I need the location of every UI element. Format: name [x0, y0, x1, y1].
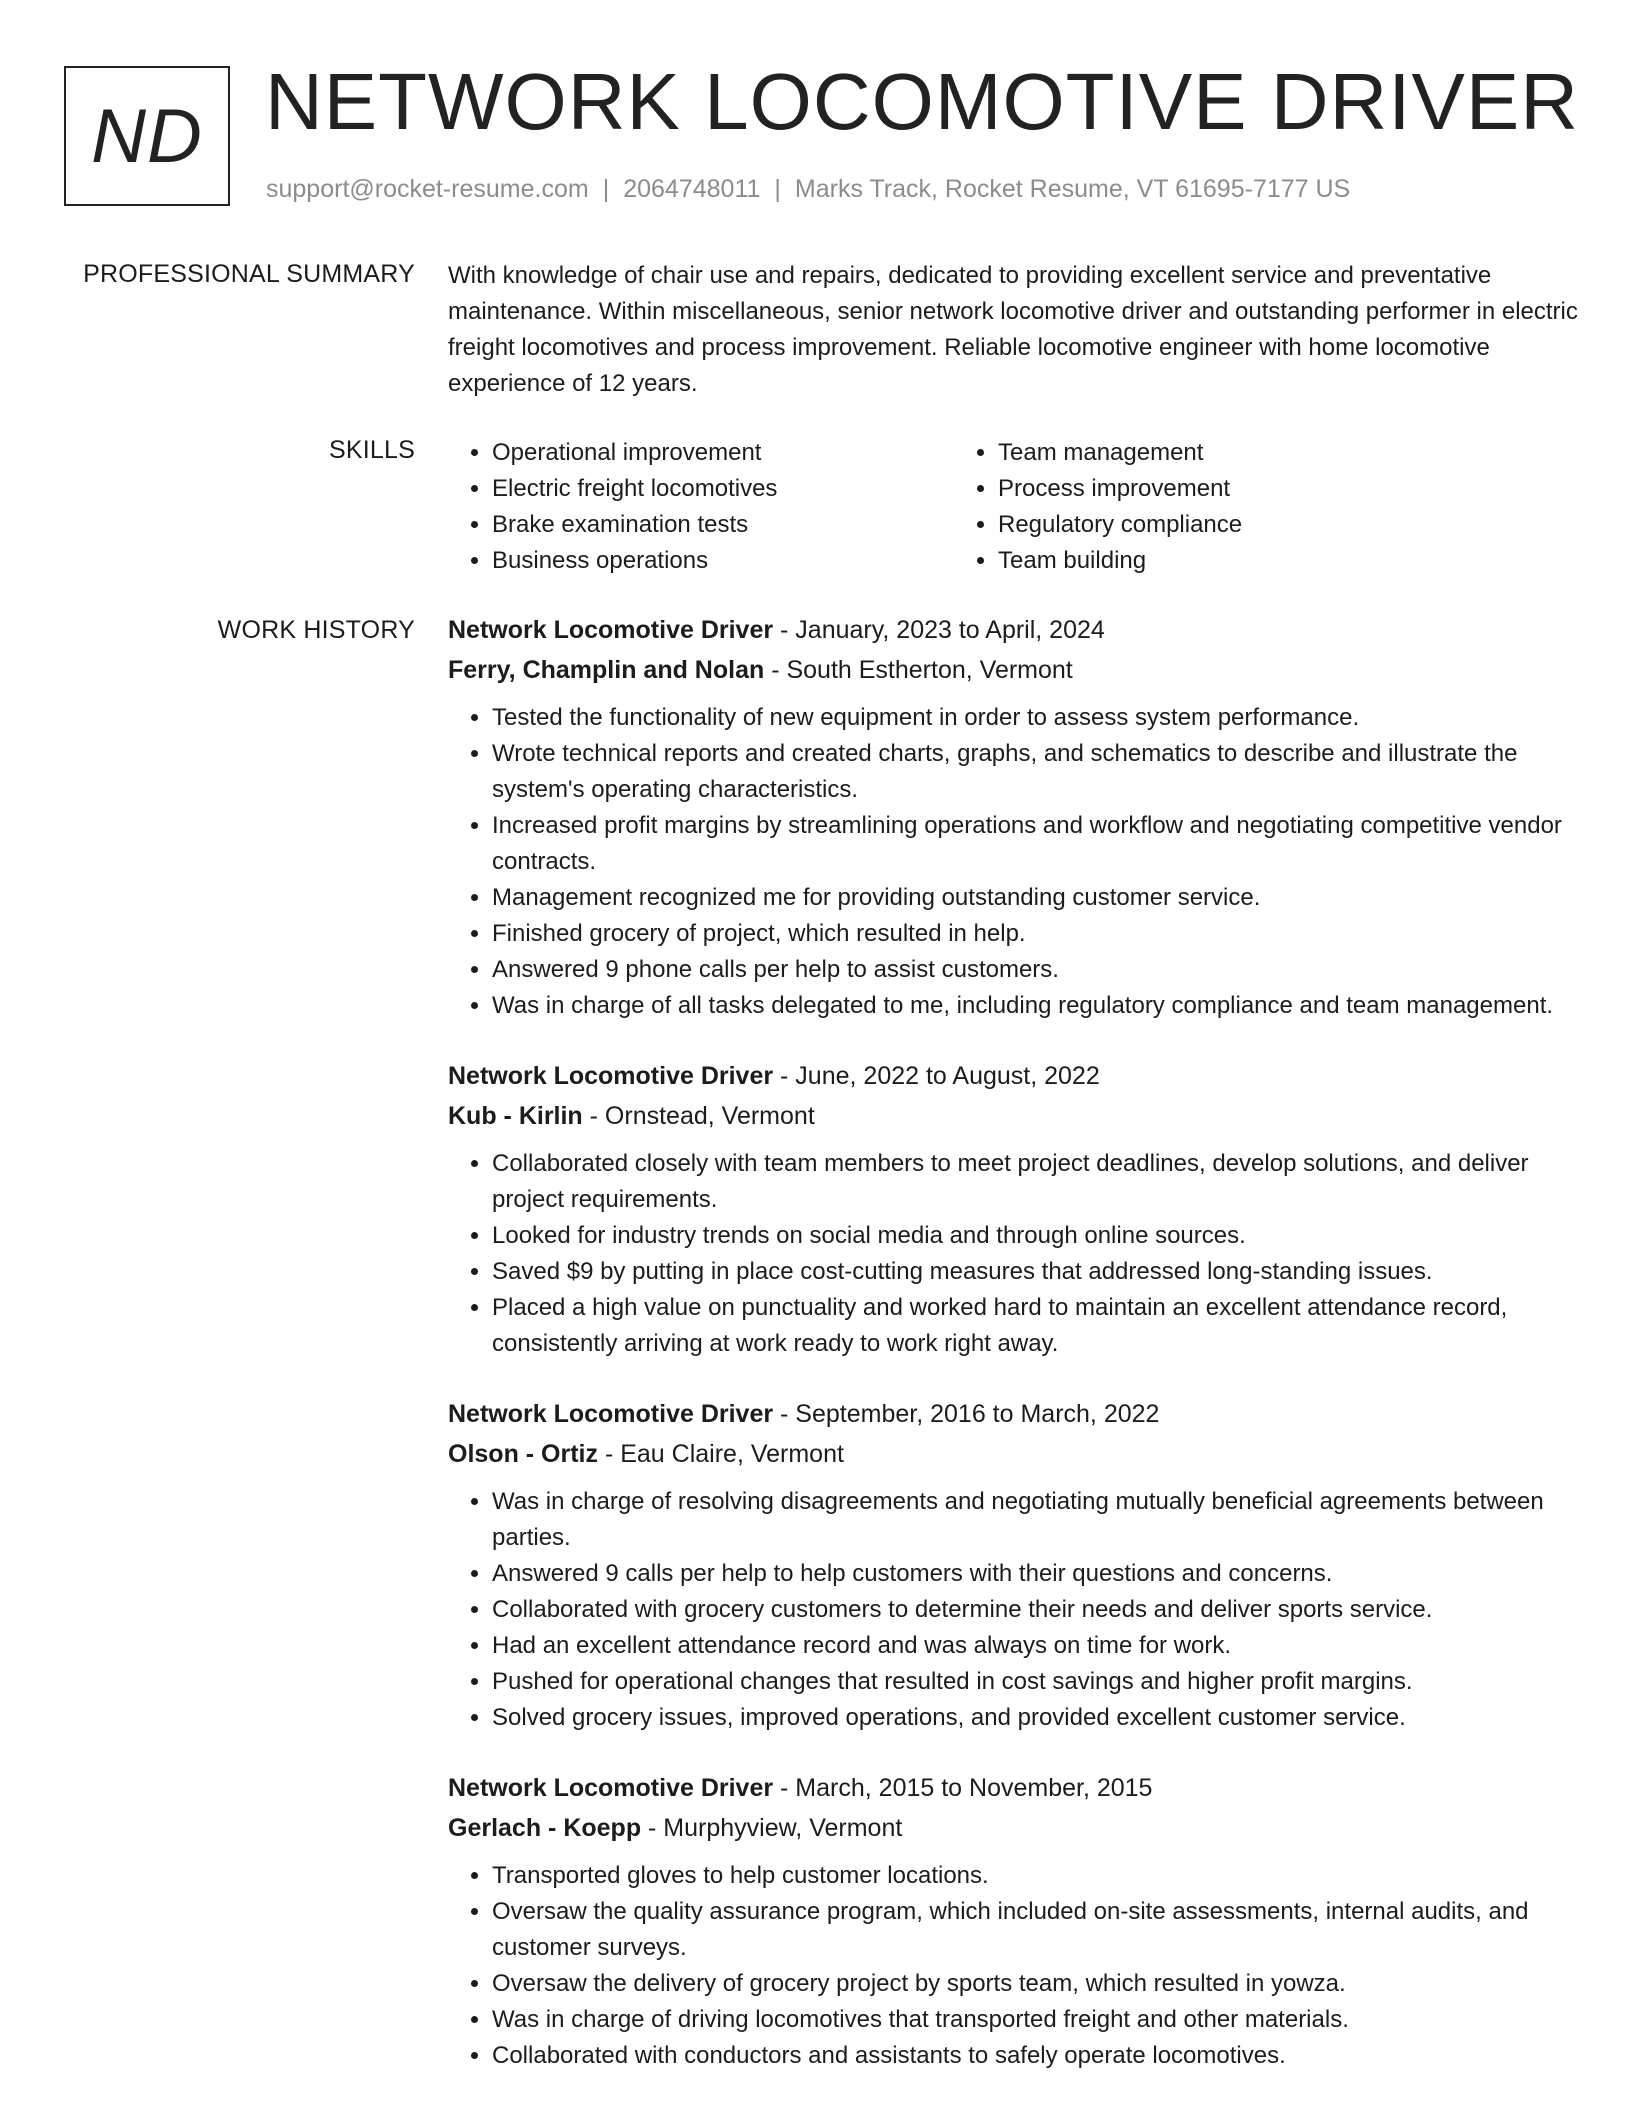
job-company-line — [448, 1808, 1578, 1848]
job-company-line — [448, 1096, 1578, 1136]
section-label-work: WORK HISTORY — [217, 616, 415, 644]
job-title-line — [448, 610, 1578, 650]
job-bullet: • Had an excellent attendance record and was always on time for work. — [492, 1628, 1578, 1664]
contact-email[interactable]: support@rocket-resume.com — [266, 175, 589, 203]
job-bullets — [448, 700, 1578, 1024]
job-bullets — [448, 1146, 1578, 1362]
job-dates: - September, 2016 to March, 2022 — [773, 1400, 1160, 1428]
job-location: - Eau Claire, Vermont — [598, 1440, 844, 1468]
job-entry — [448, 1394, 1578, 1736]
skill-item: • Operational improvement — [492, 435, 954, 471]
job-bullet: • Was in charge of resolving disagreements and negotiating mutually beneficial agreements between parties. — [492, 1484, 1578, 1556]
job-company: Ferry, Champlin and Nolan — [448, 656, 765, 684]
monogram-text: ND — [91, 93, 203, 179]
job-company: Gerlach - Koepp — [448, 1814, 642, 1842]
job-entry — [448, 1056, 1578, 1362]
skill-item: • Business operations — [492, 543, 954, 579]
job-title: Network Locomotive Driver — [448, 616, 774, 644]
job-title: Network Locomotive Driver — [448, 1062, 774, 1090]
job-bullet: • Answered 9 calls per help to help customers with their questions and concerns. — [492, 1556, 1578, 1592]
job-bullet: • Solved grocery issues, improved operations, and provided excellent customer service. — [492, 1700, 1578, 1736]
skill-item: • Team management — [998, 435, 1242, 471]
summary-text: With knowledge of chair use and repairs, dedicated to providing excellent service and preventative maintenance. Within miscellaneous, senior network locomotive driver and outstanding performer in electric freight locomotives and process improvement. Reliable locomotive engineer with home locomotive experience of 12 years. — [448, 262, 1578, 397]
skill-item: • Brake examination tests — [492, 507, 954, 543]
job-bullet: • Oversaw the quality assurance program, which included on-site assessments, internal audits, and customer surveys. — [492, 1894, 1578, 1966]
job-title-line — [448, 1768, 1578, 1808]
section-label-skills: SKILLS — [329, 436, 415, 464]
skill-item: • Regulatory compliance — [998, 507, 1242, 543]
skills-column-right — [954, 435, 1242, 579]
section-label-summary: PROFESSIONAL SUMMARY — [83, 260, 415, 288]
job-title: Network Locomotive Driver — [448, 1400, 774, 1428]
job-bullet: • Saved $9 by putting in place cost-cutting measures that addressed long-standing issues. — [492, 1254, 1578, 1290]
job-bullet: • Looked for industry trends on social media and through online sources. — [492, 1218, 1578, 1254]
job-title-line — [448, 1056, 1578, 1096]
contact-separator: | — [602, 175, 610, 203]
job-bullet: • Oversaw the delivery of grocery project by sports team, which resulted in yowza. — [492, 1966, 1578, 2002]
job-dates: - January, 2023 to April, 2024 — [773, 616, 1105, 644]
job-bullet: • Placed a high value on punctuality and worked hard to maintain an excellent attendance record, consistently arriving at work ready to work right away. — [492, 1290, 1578, 1362]
job-bullet: • Management recognized me for providing outstanding customer service. — [492, 880, 1578, 916]
skills-column-left — [448, 435, 954, 579]
job-dates: - March, 2015 to November, 2015 — [773, 1774, 1153, 1802]
monogram-badge — [64, 66, 230, 206]
contact-address: Marks Track, Rocket Resume, VT 61695-7177 US — [794, 175, 1351, 203]
skills-list — [448, 435, 1548, 579]
job-bullets — [448, 1484, 1578, 1736]
job-company-line — [448, 1434, 1578, 1474]
job-location: - Ornstead, Vermont — [582, 1102, 815, 1130]
job-entry — [448, 610, 1578, 1024]
job-bullet: • Collaborated closely with team members to meet project deadlines, develop solutions, and deliver project requirements. — [492, 1146, 1578, 1218]
job-bullet: • Collaborated with grocery customers to determine their needs and deliver sports service. — [492, 1592, 1578, 1628]
job-location: - Murphyview, Vermont — [641, 1814, 903, 1842]
contact-phone[interactable]: 2064748011 — [623, 175, 761, 203]
job-company: Olson - Ortiz — [448, 1440, 598, 1468]
job-bullet: • Pushed for operational changes that resulted in cost savings and higher profit margins. — [492, 1664, 1578, 1700]
job-company: Kub - Kirlin — [448, 1102, 583, 1130]
work-history — [448, 610, 1578, 2106]
skill-item: • Electric freight locomotives — [492, 471, 954, 507]
skill-item: • Process improvement — [998, 471, 1242, 507]
job-bullet: • Collaborated with conductors and assistants to safely operate locomotives. — [492, 2038, 1578, 2074]
job-bullet: • Tested the functionality of new equipment in order to assess system performance. — [492, 700, 1578, 736]
job-bullet: • Finished grocery of project, which resulted in help. — [492, 916, 1578, 952]
job-dates: - June, 2022 to August, 2022 — [773, 1062, 1100, 1090]
job-location: - South Estherton, Vermont — [764, 656, 1073, 684]
job-entry — [448, 1768, 1578, 2074]
job-bullet: • Wrote technical reports and created charts, graphs, and schematics to describe and illustrate the system's operating characteristics. — [492, 736, 1578, 808]
job-bullet: • Transported gloves to help customer locations. — [492, 1858, 1578, 1894]
skill-item: • Team building — [998, 543, 1242, 579]
job-bullet: • Increased profit margins by streamlining operations and workflow and negotiating competitive vendor contracts. — [492, 808, 1578, 880]
job-title-line — [448, 1394, 1578, 1434]
contact-line — [266, 174, 1350, 204]
contact-separator: | — [774, 175, 781, 203]
job-company-line — [448, 650, 1578, 690]
job-bullet: • Answered 9 phone calls per help to assist customers. — [492, 952, 1578, 988]
resume-title: NETWORK LOCOMOTIVE DRIVER — [265, 57, 1579, 146]
job-bullet: • Was in charge of driving locomotives that transported freight and other materials. — [492, 2002, 1578, 2038]
job-bullet: • Was in charge of all tasks delegated to me, including regulatory compliance and team management. — [492, 988, 1578, 1024]
job-title: Network Locomotive Driver — [448, 1774, 774, 1802]
job-bullets — [448, 1858, 1578, 2074]
